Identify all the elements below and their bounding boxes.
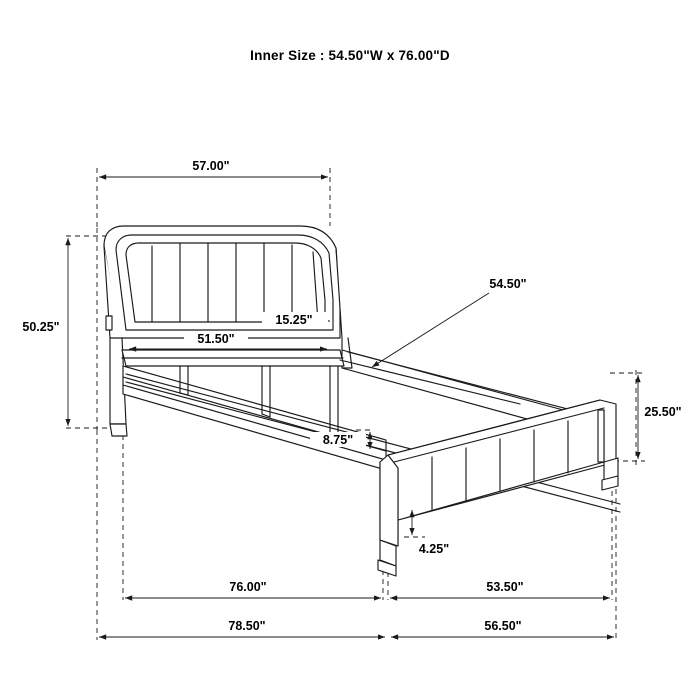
bed-line-art: [104, 226, 620, 576]
dimension-label-overall-length-right: 56.50": [484, 619, 522, 633]
dimension-label-overall-length-left: 78.50": [228, 619, 266, 633]
dimension-label-rail-to-floor: 8.75": [322, 433, 354, 447]
dimension-label-inner-rail-width: 51.50": [197, 332, 235, 346]
dimension-label-footboard-height: 25.50": [644, 405, 682, 419]
dimension-label-overall-width-top: 57.00": [192, 159, 230, 173]
dimension-label-headboard-height: 50.25": [22, 320, 60, 334]
dimension-label-leg-clearance: 4.25": [418, 542, 450, 556]
dimension-label-side-length: 76.00": [229, 580, 267, 594]
dimension-label-footboard-side-length: 53.50": [486, 580, 524, 594]
page-title: Inner Size : 54.50"W x 76.00"D: [250, 48, 450, 63]
dimension-label-headboard-panel-height: 15.25": [275, 313, 313, 327]
dimension-label-mattress-support-depth: 54.50": [489, 277, 527, 291]
